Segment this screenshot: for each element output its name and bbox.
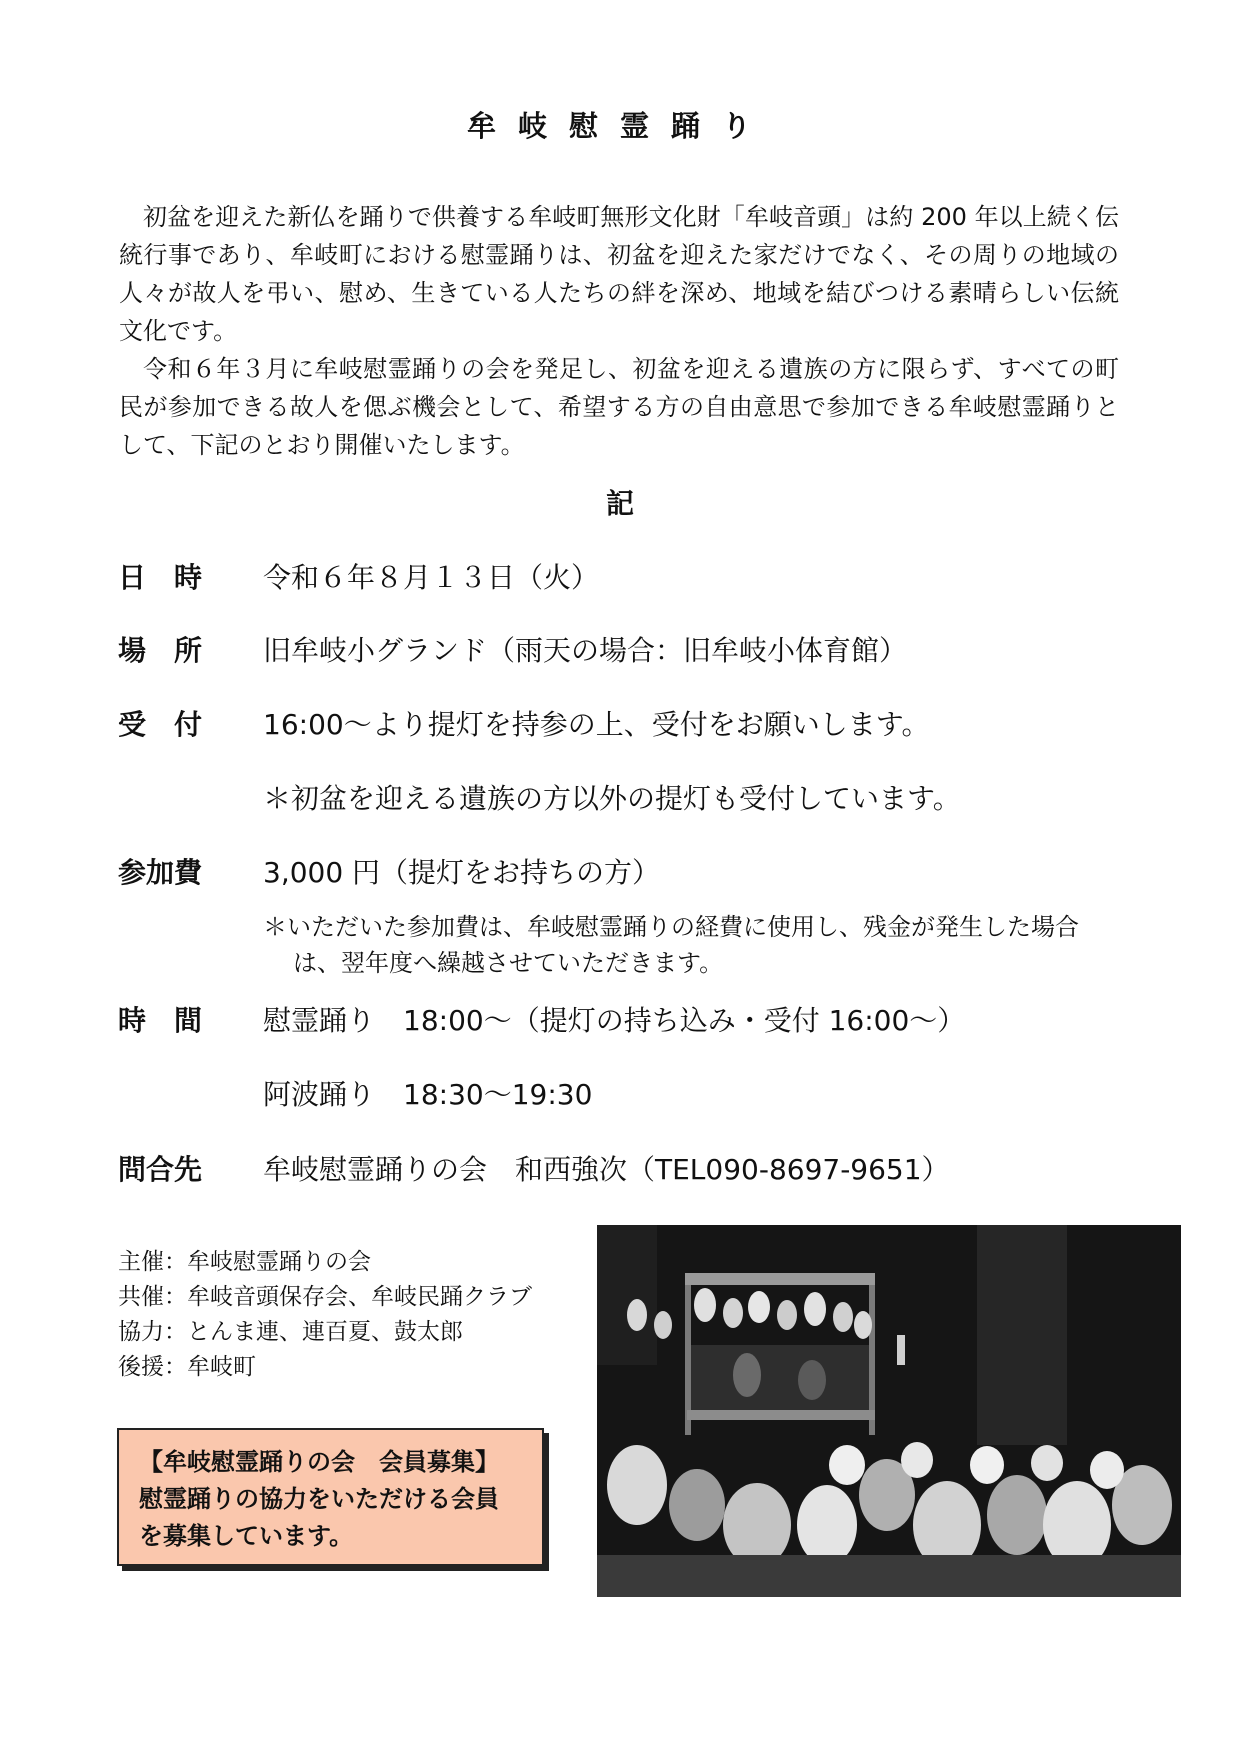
festival-photo-image (597, 1225, 1181, 1597)
page-title: 牟岐慰霊踊り (466, 109, 773, 143)
time-value-ireiodori: 慰霊踊り 18:00～（提灯の持ち込み・受付 16:00～） (263, 1004, 966, 1037)
recruit-heading: 【牟岐慰霊踊りの会 会員募集】 (139, 1448, 499, 1476)
contact-label: 問合先 (118, 1153, 203, 1186)
recruit-line-2: を募集しています。 (139, 1522, 354, 1550)
festival-photo (597, 1225, 1181, 1597)
credit-organizer: 主催：牟岐慰霊踊りの会 (118, 1249, 371, 1275)
time-value-awaodori: 阿波踊り 18:30～19:30 (263, 1078, 593, 1111)
reception-label: 受 付 (118, 708, 203, 741)
credits-block (118, 1245, 532, 1385)
fee-note (263, 909, 1123, 981)
place-value: 旧牟岐小グランド（雨天の場合：旧牟岐小体育館） (263, 634, 908, 667)
contact-value: 牟岐慰霊踊りの会 和西強次（TEL090-8697-9651） (263, 1153, 950, 1186)
credit-cooperation: 協力：とんま連、連百夏、鼓太郎 (118, 1319, 463, 1345)
credit-support: 後援：牟岐町 (118, 1354, 256, 1380)
intro-text (119, 198, 1119, 464)
recruit-box (117, 1428, 544, 1566)
fee-value: 3,000 円（提灯をお持ちの方） (263, 856, 661, 889)
fee-label: 参加費 (118, 856, 203, 889)
fee-note-text: ＊いただいた参加費は、牟岐慰霊踊りの経費に使用し、残金が発生した場合は、翌年度へ繰越させていただきます。 (263, 913, 1079, 977)
recruit-line-1: 慰霊踊りの協力をいただける会員 (139, 1485, 499, 1513)
date-value: 令和６年８月１３日（火） (263, 561, 600, 594)
ki-heading: 記 (605, 487, 634, 520)
place-label: 場 所 (118, 634, 203, 667)
credit-cohost: 共催：牟岐音頭保存会、牟岐民踊クラブ (118, 1284, 532, 1310)
time-label: 時 間 (118, 1004, 203, 1037)
reception-note: ＊初盆を迎える遺族の方以外の提灯も受付しています。 (263, 782, 961, 815)
reception-value: 16:00～より提灯を持参の上、受付をお願いします。 (263, 708, 930, 741)
date-label: 日 時 (118, 561, 203, 594)
intro-paragraph-2: 令和６年３月に牟岐慰霊踊りの会を発足し、初盆を迎える遺族の方に限らず、すべての町民が参加できる故人を偲ぶ機会として、希望する方の自由意思で参加できる牟岐慰霊踊りとして、下記のとおり開催いたします。 (119, 355, 1119, 459)
intro-paragraph-1: 初盆を迎えた新仏を踊りで供養する牟岐町無形文化財「牟岐音頭」は約 200 年以上続く伝統行事であり、牟岐町における慰霊踊りは、初盆を迎えた家だけでなく、その周りの地域の人々が故人を弔い、慰め、生きている人たちの絆を深め、地域を結びつける素晴らしい伝統文化です。 (119, 203, 1119, 345)
